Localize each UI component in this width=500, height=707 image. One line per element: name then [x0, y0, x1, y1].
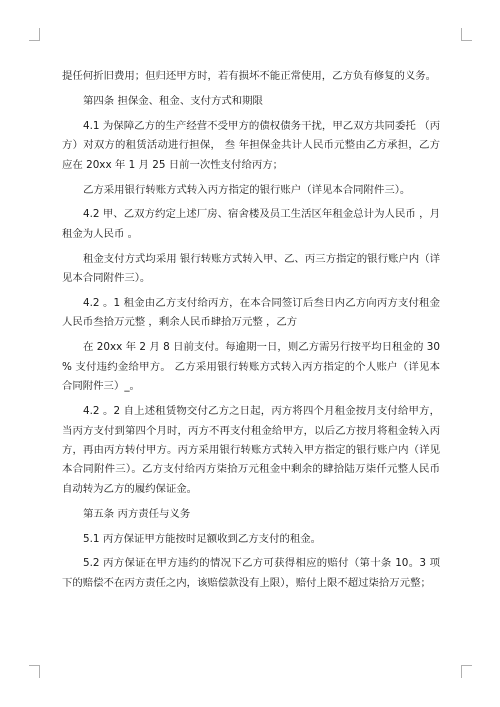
paragraph-5-2: 5.2 丙方保证在甲方违约的情况下乙方可获得相应的赔付（第十条 10。3 项下的赔偿不在丙方责任之内，该赔偿款没有上限），赔付上限不超过柒拾万元整； [62, 557, 440, 589]
document-body [62, 67, 440, 599]
paragraph-4-2-1-continued: 在 20xx 年 2 月 8 日前支付。每逾期一日，则乙方需另行按平均日租金的 30 % 支付违约金给甲方。 乙方采用银行转账方式转入丙方指定的个人账户（详见本合同附件三）_。 [62, 341, 440, 393]
paragraph-4-1: 4.1 为保障乙方的生产经营不受甲方的债权债务干扰，甲乙双方共同委托 （丙方）对双方的租赁活动进行担保， 叁 年担保金共计人民币元整由乙方承担，乙方应在 20xx 年 1 月 25 日前一次性支付给丙方； [62, 119, 440, 171]
crop-mark-bottom-left [29, 665, 40, 678]
crop-mark-bottom-right [461, 665, 472, 678]
section-heading-article-4: 第四条 担保金、租金、支付方式和期限 [83, 94, 263, 107]
paragraph-5-1: 5.1 丙方保证甲方能按时足额收到乙方支付的租金。 [83, 532, 322, 545]
paragraph-4-2-1: 4.2 。1 租金由乙方支付给丙方，在本合同签订后叁日内乙方向丙方支付租金人民币叁拾万元整 ，剩余人民币肆拾万元整 ，乙方 [62, 297, 440, 329]
paragraph-4-2-2: 4.2 。2 自上述租赁物交付乙方之日起，丙方将四个月租金按月支付给甲方，当丙方支付到第四个月时，丙方不再支付租金给甲方，以后乙方按月将租金转入丙方，再由丙方转付甲方。丙方采用银行转账方式转入甲方指定的银行账户内（详见本合同附件三）。乙方支付给丙方柒拾万元租金中剩余的肆拾陆万柒仟元整人民币自动转为乙方的履约保证金。 [62, 405, 440, 495]
crop-mark-top-left [29, 28, 40, 41]
paragraph-4-2-payment-method: 租金支付方式均采用 银行转账方式转入甲、乙、丙三方指定的银行账户内（详见本合同附件三）。 [62, 252, 440, 285]
crop-mark-top-right [461, 28, 472, 41]
paragraph-4-1-payment: 乙方采用银行转账方式转入丙方指定的银行账户（详见本合同附件三）。 [83, 183, 411, 196]
section-heading-article-5: 第五条 丙方责任与义务 [83, 507, 191, 520]
paragraph-4-2: 4.2 甲、乙双方约定上述厂房、宿舍楼及员工生活区年租金总计为人民币 ，月租金为人民币 。 [62, 208, 440, 240]
paragraph-repair-obligation: 提任何折旧费用；但归还甲方时，若有损坏不能正常使用，乙方负有修复的义务。 [62, 70, 437, 82]
